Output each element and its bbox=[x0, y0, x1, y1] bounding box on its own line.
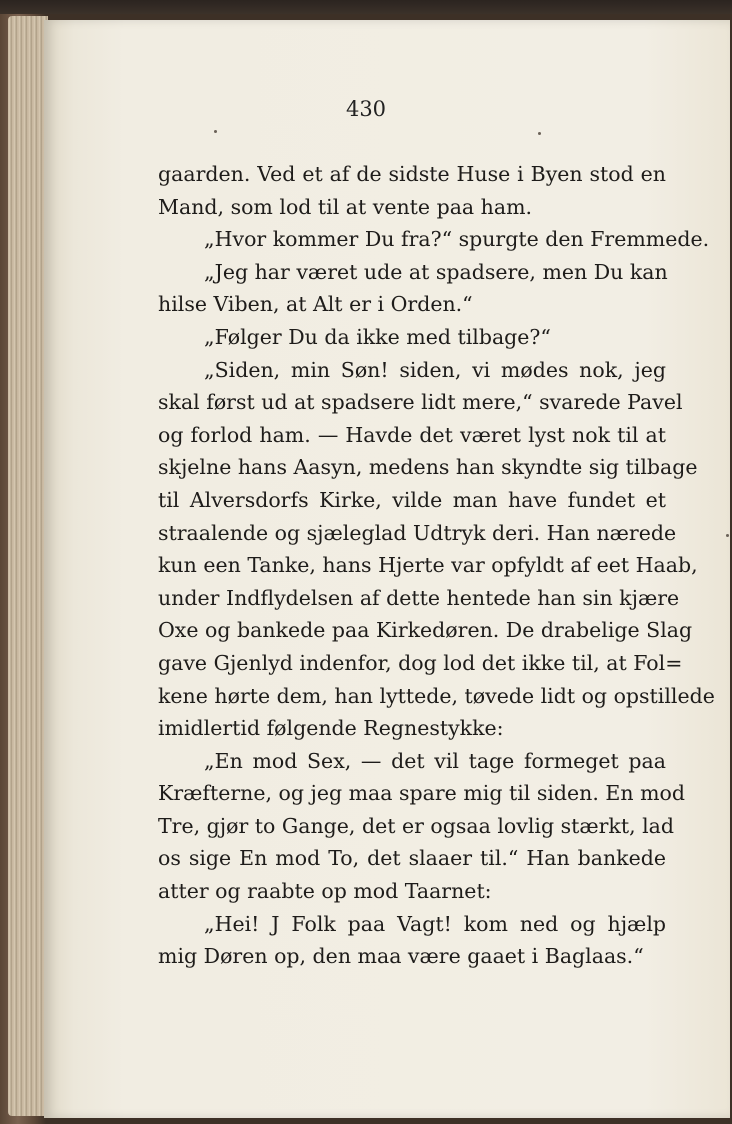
text-line: gaarden. Ved et af de sidste Huse i Byen stod en bbox=[158, 162, 666, 186]
text-line: „Hei! J Folk paa Vagt! kom ned og hjælp bbox=[204, 911, 666, 936]
text-line: „Jeg har været ude at spadsere, men Du kan bbox=[204, 259, 668, 284]
text-line: hilse Viben, at Alt er i Orden.“ bbox=[158, 292, 473, 317]
text-line: „Siden, min Søn! siden, vi mødes nok, jeg bbox=[204, 357, 666, 382]
text-line: straalende og sjæleglad Udtryk deri. Han nærede bbox=[158, 520, 677, 545]
text-line: skal først ud at spadsere lidt mere,“ svarede Pavel bbox=[158, 390, 683, 415]
text-line: under Indflydelsen af dette hentede han sin kjære bbox=[158, 585, 680, 610]
book-top-edge bbox=[0, 0, 732, 14]
page-number: 430 bbox=[345, 97, 387, 121]
text-line: Tre, gjør to Gange, det er ogsaa lovlig stærkt, lad bbox=[158, 813, 675, 838]
paper-speck bbox=[214, 130, 217, 133]
text-line: Kræfterne, og jeg maa spare mig til siden. En mod bbox=[158, 781, 685, 806]
text-line: „Hvor kommer Du fra?“ spurgte den Fremmede. bbox=[204, 227, 710, 252]
text-line: imidlertid følgende Regnestykke: bbox=[158, 716, 504, 741]
text-line: os sige En mod To, det slaaer til.“ Han bankede bbox=[158, 846, 666, 871]
text-line: mig Døren op, den maa være gaaet i Baglaas.“ bbox=[158, 944, 644, 969]
text-line: Oxe og bankede paa Kirkedøren. De drabelige Slag bbox=[158, 618, 693, 643]
paper-speck bbox=[538, 132, 541, 135]
text-line: til Alversdorfs Kirke, vilde man have fundet et bbox=[158, 487, 666, 512]
text-line: atter og raabte op mod Taarnet: bbox=[158, 879, 492, 904]
text-line: „En mod Sex, — det vil tage formeget paa bbox=[204, 748, 666, 773]
text-line: Mand, som lod til at vente paa ham. bbox=[158, 194, 533, 219]
text-line: „Følger Du da ikke med tilbage?“ bbox=[204, 324, 551, 349]
text-line: kene hørte dem, han lyttede, tøvede lidt og opstillede bbox=[158, 683, 715, 708]
page-stack-edge bbox=[8, 16, 48, 1116]
text-line: og forlod ham. — Havde det været lyst nok til at bbox=[158, 422, 666, 447]
paper-speck bbox=[726, 534, 729, 537]
body-text bbox=[158, 158, 715, 973]
text-line: skjelne hans Aasyn, medens han skyndte sig tilbage bbox=[158, 455, 698, 480]
text-line: gave Gjenlyd indenfor, dog lod det ikke til, at Fol= bbox=[158, 650, 683, 675]
text-line: kun een Tanke, hans Hjerte var opfyldt af eet Haab, bbox=[158, 553, 698, 578]
